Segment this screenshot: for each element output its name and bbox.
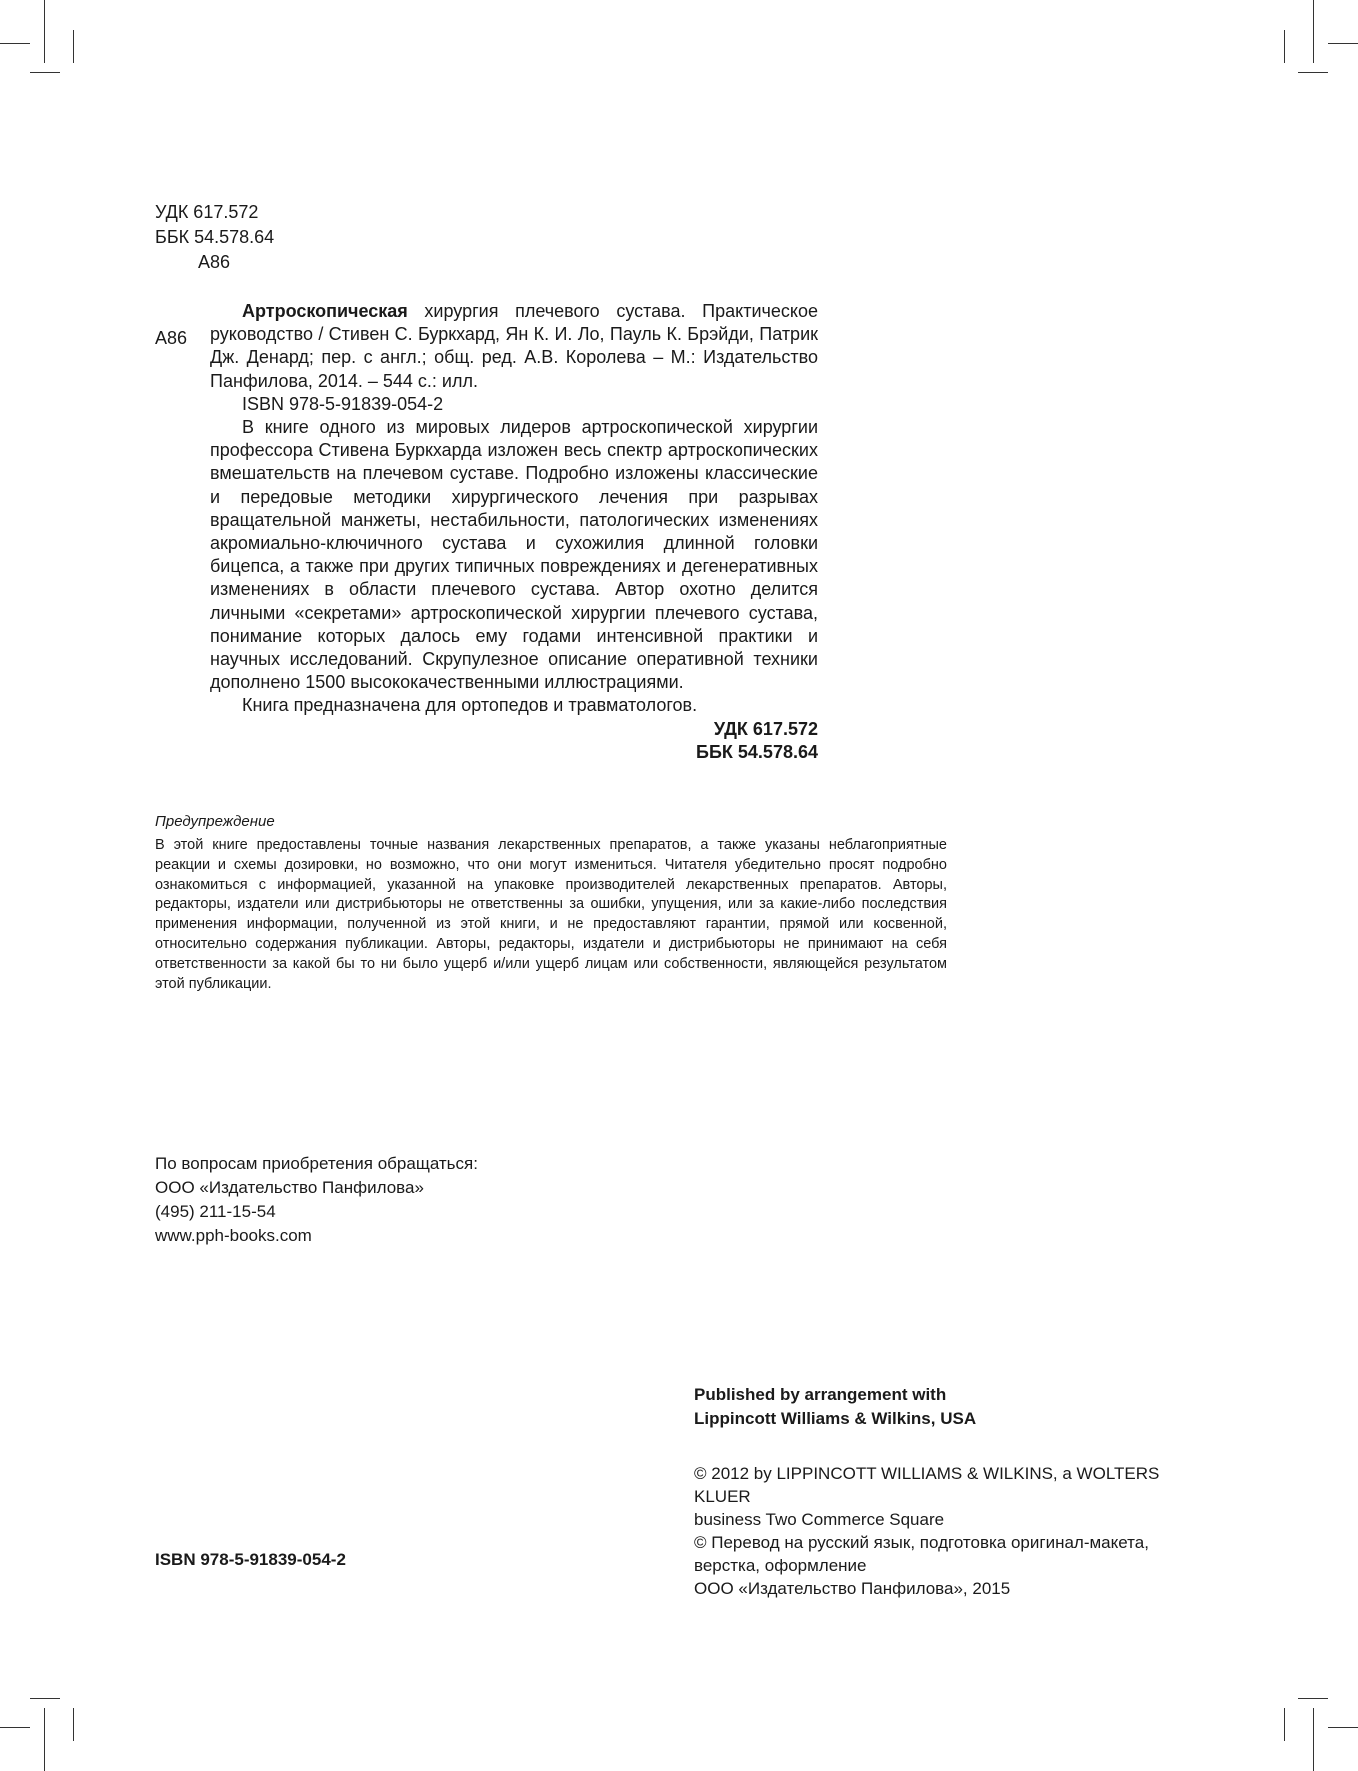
card-bbk: ББК 54.578.64 [696,741,818,762]
copyright-line-4: верстка, оформление [694,1556,867,1575]
published-line-1: Published by arrangement with [694,1385,947,1404]
author-mark: А86 [198,252,231,272]
crop-mark [0,1727,30,1728]
warning-title: Предупреждение [155,813,275,830]
crop-mark [1284,30,1285,63]
card-side-mark: А86 [155,328,188,348]
contact-company: ООО «Издательство Панфилова» [155,1178,424,1197]
crop-mark [1298,1698,1328,1699]
classification-block [155,200,274,275]
warning-section [155,813,947,994]
published-by-block [694,1383,976,1431]
copyright-line-5: ООО «Издательство Панфилова», 2015 [694,1579,1011,1598]
crop-mark [1328,1727,1358,1728]
copyright-block [694,1462,1214,1600]
book-title-bold: Артроскопическая [242,301,408,321]
card-udk: УДК 617.572 [713,718,818,739]
bibliographic-entry [210,300,818,393]
crop-mark [1298,72,1328,73]
crop-mark [73,1708,74,1741]
contact-block [155,1152,478,1248]
crop-mark [1284,1708,1285,1741]
crop-mark [1313,0,1314,63]
book-abstract: В книге одного из мировых лидеров артроскопической хирургии профессора Стивена Буркхарда изложен весь спектр артроскопических вмешательств на плечевом суставе. Подробно изложены классические и передовые методики хирургического лечения при разрывах вращательной манжеты, нестабильности, патологических изменениях акромиально-ключичного сустава и сухожилия длинной головки бицепса, а также при других типичных повреждениях и дегенеративных изменениях в области плечевого сустава. Автор охотно делится личными «секретами» артроскопической хирургии плечевого сустава, понимание которых далось ему годами интенсивной практики и научных исследований. Скрупулезное описание оперативной техники дополнено 1500 высококачественными иллюстрациями. [210,417,818,693]
copyright-line-2: business Two Commerce Square [694,1510,945,1529]
crop-mark [1313,1708,1314,1771]
catalog-card [210,300,818,764]
book-title-rest: хирургия плечевого сустава. Практическое руководство / Стивен С. Буркхард, Ян К. И. Ло, Пауль К. Брэйди, Патрик Дж. Денард; пер. с англ.; общ. ред. А.В. Королева – М.: Издательство Панфилова, 2014. – 544 с.: илл. [210,301,818,391]
book-audience: Книга предназначена для ортопедов и травматологов. [242,695,698,716]
udk-code: УДК 617.572 [155,202,259,222]
warning-text: В этой книге предоставлены точные названия лекарственных препаратов, а также указаны неблагоприятные реакции и схемы дозировки, но возможно, что они могут измениться. Читателя убедительно просят подробно ознакомиться с информацией, указанной на упаковке производителей лекарственных препаратов. Авторы, редакторы, издатели или дистрибьюторы не ответственны за ошибки, упущения, или за какие-либо последствия применения информации, полученной из этой книги, и не предоставляют гарантии, прямой или косвенной, относительно содержания публикации. Авторы, редакторы, издатели и дистрибьюторы не принимают на себя ответственности за какой бы то ни было ущерб и/или ущерб лицам или собственности, являющейся результатом этой публикации. [155,837,947,992]
card-isbn: ISBN 978-5-91839-054-2 [242,393,444,414]
crop-mark [30,1698,60,1699]
crop-mark [30,72,60,73]
bbk-code: ББК 54.578.64 [155,227,275,247]
isbn-bottom: ISBN 978-5-91839-054-2 [155,1550,346,1569]
contact-phone: (495) 211-15-54 [155,1202,276,1221]
crop-mark [73,30,74,63]
contact-intro: По вопросам приобретения обращаться: [155,1154,478,1173]
published-line-2: Lippincott Williams & Wilkins, USA [694,1409,977,1428]
crop-mark [1328,43,1358,44]
crop-mark [44,1708,45,1771]
crop-mark [0,43,30,44]
copyright-line-3: © Перевод на русский язык, подготовка оригинал-макета, [694,1533,1149,1552]
crop-mark [44,0,45,63]
contact-website: www.pph-books.com [155,1226,312,1245]
copyright-line-1: © 2012 by LIPPINCOTT WILLIAMS & WILKINS, a WOLTERS KLUER [694,1464,1160,1506]
